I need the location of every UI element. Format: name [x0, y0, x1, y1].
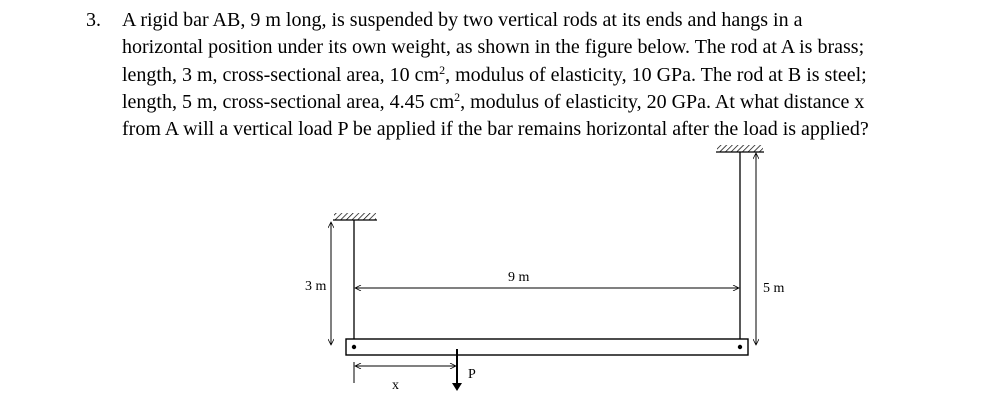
support-b	[716, 145, 764, 152]
superscript-squared: 2	[439, 62, 446, 77]
label-rod-a-length: 3 m	[305, 279, 327, 294]
superscript-squared: 2	[454, 89, 461, 104]
line-4-part-2: , modulus of elasticity, 20 GPa. At what distance x	[460, 90, 865, 113]
dimension-x	[354, 362, 456, 383]
line-4-part-1: length, 5 m, cross-sectional area, 4.45 cm	[122, 90, 455, 113]
problem-number: 3.	[86, 9, 101, 31]
problem-line-5: from A will a vertical load P be applied if the bar remains horizontal after the load is applied?	[122, 118, 869, 141]
pin-a	[352, 345, 356, 349]
rigid-bar	[346, 339, 748, 355]
problem-line-1: A rigid bar AB, 9 m long, is suspended by two vertical rods at its ends and hangs in a	[122, 9, 803, 31]
line-3-part-2: , modulus of elasticity, 10 GPa. The rod at B is steel;	[445, 63, 867, 86]
line-3-part-1: length, 3 m, cross-sectional area, 10 cm	[122, 63, 440, 86]
label-distance: x	[392, 378, 399, 393]
label-bar-length: 9 m	[508, 270, 530, 285]
support-a	[333, 213, 377, 220]
problem-line-2: horizontal position under its own weight, as shown in the figure below. The rod at A is brass;	[122, 36, 865, 59]
label-rod-b-length: 5 m	[763, 281, 785, 296]
label-load: P	[468, 367, 476, 382]
pin-b	[738, 345, 742, 349]
